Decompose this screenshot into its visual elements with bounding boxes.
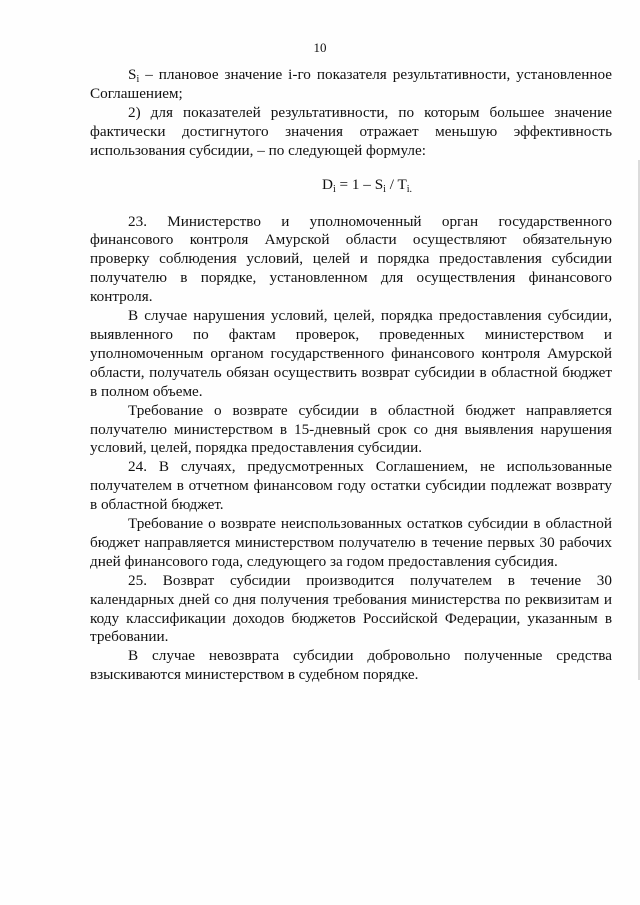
si-definition	[90, 66, 612, 104]
paragraph-23-violation: В случае нарушения условий, целей, порядка предоставления субсидии, выявленного по фактам проверок, проведенных министерством и уполномоченным органом государственного финансового контроля Амурской области, получатель обязан осуществить возврат субсидии в областной бюджет в полном объеме.	[90, 307, 612, 400]
formula-slash: / T	[385, 175, 407, 193]
si-var: S	[128, 66, 137, 83]
formula-eq: = 1 – S	[335, 175, 384, 193]
paragraph-24: 24. В случаях, предусмотренных Соглашением, не использованные получателем в отчетном финансовом году остатки субсидии подлежат возврату в областной бюджет.	[90, 458, 612, 514]
paragraph-23: 23. Министерство и уполномоченный орган государственного финансового контроля Амурской области осуществляют обязательную проверку соблюдения условий, целей и порядка предоставления субсидии получателю в порядке, установленном для осуществления финансового контроля.	[90, 212, 612, 306]
formula-t-sub: i.	[406, 183, 413, 195]
formula-s-sub: i	[383, 183, 386, 195]
paragraph-24-requirement: Требование о возврате неиспользованных остатков субсидии в областной бюджет направляется министерством получателю в течение первых 30 рабочих дней финансового года, следующего за годом предоставления субсидия.	[90, 515, 612, 570]
si-sub: i	[136, 74, 140, 85]
formula	[90, 175, 612, 195]
paragraph-25: 25. Возврат субсидии производится получателем в течение 30 календарных дней со дня получения требования министерства по реквизитам и коду классификации доходов бюджетов Российской Федерации, указанным в требовании.	[90, 571, 612, 646]
formula-d-sub: i	[332, 183, 336, 195]
paragraph-25-nonreturn: В случае невозврата субсидии добровольно полученные средства взыскиваются министерством в судебном порядке.	[90, 647, 612, 684]
document-body	[90, 66, 612, 685]
page-number: 10	[313, 40, 327, 55]
si-definition-text: – плановое значение i-го показателя результативности, установленное Соглашением;	[90, 66, 612, 102]
formula-d: D	[322, 175, 333, 193]
item-2-paragraph: 2) для показателей результативности, по которым большее значение фактически достигнутого значения отражает меньшую эффективность использования субсидии, – по следующей формуле:	[90, 103, 612, 159]
paragraph-23-requirement: Требование о возврате субсидии в областной бюджет направляется получателю министерством в 15-дневный срок со дня выявления нарушения условий, целей, порядка предоставления субсидии.	[90, 401, 612, 457]
